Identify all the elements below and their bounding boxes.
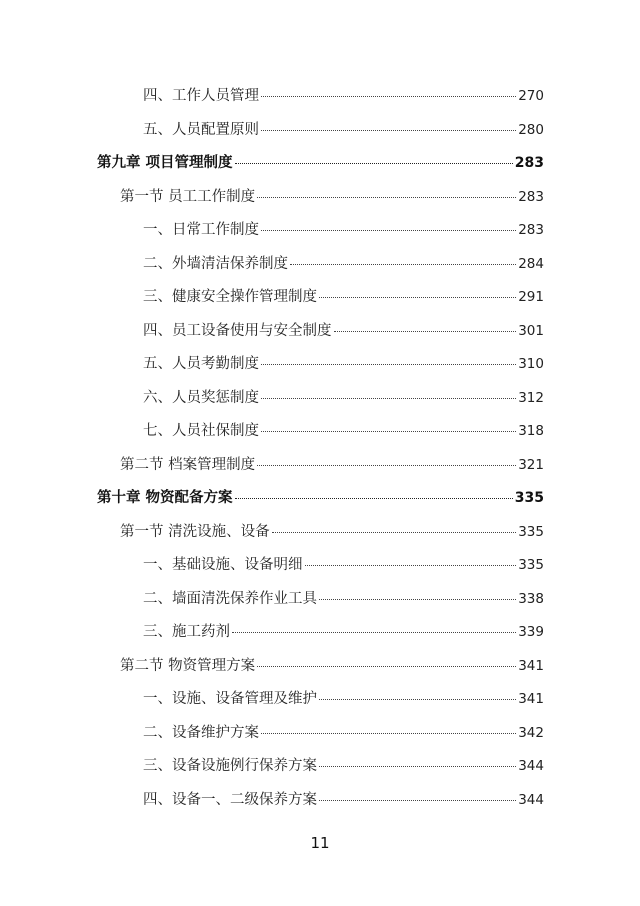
- toc-entry-item[interactable]: [143, 721, 544, 743]
- toc-entry-page: 310: [518, 356, 544, 372]
- toc-entry-item[interactable]: [143, 252, 544, 274]
- toc-entry-page: 280: [518, 121, 544, 138]
- toc-dot-leader: [232, 632, 516, 633]
- toc-entry-section[interactable]: [120, 654, 544, 676]
- toc-entry-item[interactable]: [143, 788, 544, 810]
- toc-entry-page: 283: [514, 155, 544, 171]
- toc-dot-leader: [319, 699, 516, 700]
- toc-entry-page: 270: [518, 88, 544, 104]
- toc-dot-leader: [272, 532, 517, 533]
- toc-entry-title: 第九章 项目管理制度: [97, 154, 233, 171]
- toc-entry-page: 321: [518, 456, 544, 473]
- toc-dot-leader: [319, 297, 516, 298]
- toc-dot-leader: [319, 766, 516, 767]
- toc-entry-title: 三、施工药剂: [143, 624, 230, 640]
- toc-dot-leader: [235, 498, 513, 499]
- toc-entry-item[interactable]: [143, 118, 544, 140]
- toc-entry-title: 六、人员奖惩制度: [143, 389, 259, 406]
- toc-entry-chapter[interactable]: [97, 151, 544, 173]
- toc-entry-page: 283: [518, 188, 544, 205]
- toc-entry-page: 291: [518, 289, 544, 305]
- toc-dot-leader: [261, 431, 516, 432]
- page-number: 11: [310, 834, 330, 852]
- toc-entry-section[interactable]: [120, 520, 544, 542]
- toc-dot-leader: [261, 230, 516, 231]
- toc-entry-chapter[interactable]: [97, 486, 544, 508]
- toc-entry-item[interactable]: [143, 285, 544, 307]
- toc-entry-page: 341: [518, 691, 544, 707]
- toc-entry-page: 335: [514, 490, 544, 506]
- toc-dot-leader: [261, 130, 516, 131]
- toc-entry-title: 一、设施、设备管理及维护: [143, 691, 317, 707]
- toc-entry-page: 335: [518, 523, 544, 540]
- toc-entry-item[interactable]: [143, 687, 544, 709]
- toc-entry-title: 二、设备维护方案: [143, 724, 259, 741]
- toc-dot-leader: [290, 264, 516, 265]
- toc-entry-title: 四、设备一、二级保养方案: [143, 791, 317, 808]
- toc-entry-page: 344: [518, 758, 544, 774]
- toc-entry-section[interactable]: [120, 185, 544, 207]
- toc-entry-page: 339: [518, 624, 544, 640]
- toc-entry-page: 284: [518, 255, 544, 272]
- toc-entry-title: 第一节 清洗设施、设备: [120, 523, 270, 540]
- toc-entry-page: 301: [518, 322, 544, 339]
- toc-dot-leader: [257, 465, 516, 466]
- toc-entry-title: 二、外墙清洁保养制度: [143, 255, 288, 272]
- toc-dot-leader: [319, 800, 516, 801]
- toc-entry-title: 二、墙面清洗保养作业工具: [143, 590, 317, 607]
- toc-entry-title: 五、人员配置原则: [143, 121, 259, 138]
- toc-entry-title: 第十章 物资配备方案: [97, 489, 233, 506]
- toc-entry-item[interactable]: [143, 386, 544, 408]
- toc-entry-page: 341: [518, 657, 544, 674]
- toc-entry-section[interactable]: [120, 453, 544, 475]
- toc-entry-item[interactable]: [143, 419, 544, 441]
- toc-entry-item[interactable]: [143, 587, 544, 609]
- toc-dot-leader: [261, 398, 516, 399]
- toc-entry-item[interactable]: [143, 553, 544, 575]
- toc-dot-leader: [319, 599, 516, 600]
- toc-entry-item[interactable]: [143, 620, 544, 642]
- toc-entry-page: 312: [518, 389, 544, 406]
- toc-entry-title: 四、工作人员管理: [143, 88, 259, 104]
- toc-entry-page: 318: [518, 423, 544, 439]
- toc-entry-title: 七、人员社保制度: [143, 423, 259, 439]
- toc-entry-page: 283: [518, 222, 544, 238]
- toc-dot-leader: [305, 565, 517, 566]
- toc-entry-title: 第二节 物资管理方案: [120, 657, 256, 674]
- toc-entry-page: 335: [518, 557, 544, 573]
- toc-entry-title: 四、员工设备使用与安全制度: [143, 322, 332, 339]
- toc-entry-title: 第二节 档案管理制度: [120, 456, 256, 473]
- toc-entry-title: 一、基础设施、设备明细: [143, 557, 303, 573]
- toc-entry-page: 342: [518, 724, 544, 741]
- toc-dot-leader: [257, 666, 516, 667]
- toc-entry-title: 一、日常工作制度: [143, 222, 259, 238]
- toc-entry-item[interactable]: [143, 218, 544, 240]
- toc-dot-leader: [261, 96, 516, 97]
- toc-entry-item[interactable]: [143, 754, 544, 776]
- toc-dot-leader: [334, 331, 517, 332]
- toc-dot-leader: [257, 197, 516, 198]
- toc-entry-item[interactable]: [143, 319, 544, 341]
- toc-entry-title: 第一节 员工工作制度: [120, 188, 256, 205]
- toc-entry-title: 三、健康安全操作管理制度: [143, 289, 317, 305]
- toc-entry-item[interactable]: [143, 84, 544, 106]
- toc-entry-item[interactable]: [143, 352, 544, 374]
- toc-entry-page: 338: [518, 590, 544, 607]
- toc-dot-leader: [261, 364, 516, 365]
- toc-entry-title: 五、人员考勤制度: [143, 356, 259, 372]
- toc-entry-page: 344: [518, 791, 544, 808]
- toc-dot-leader: [235, 163, 513, 164]
- toc-entry-title: 三、设备设施例行保养方案: [143, 758, 317, 774]
- toc-dot-leader: [261, 733, 516, 734]
